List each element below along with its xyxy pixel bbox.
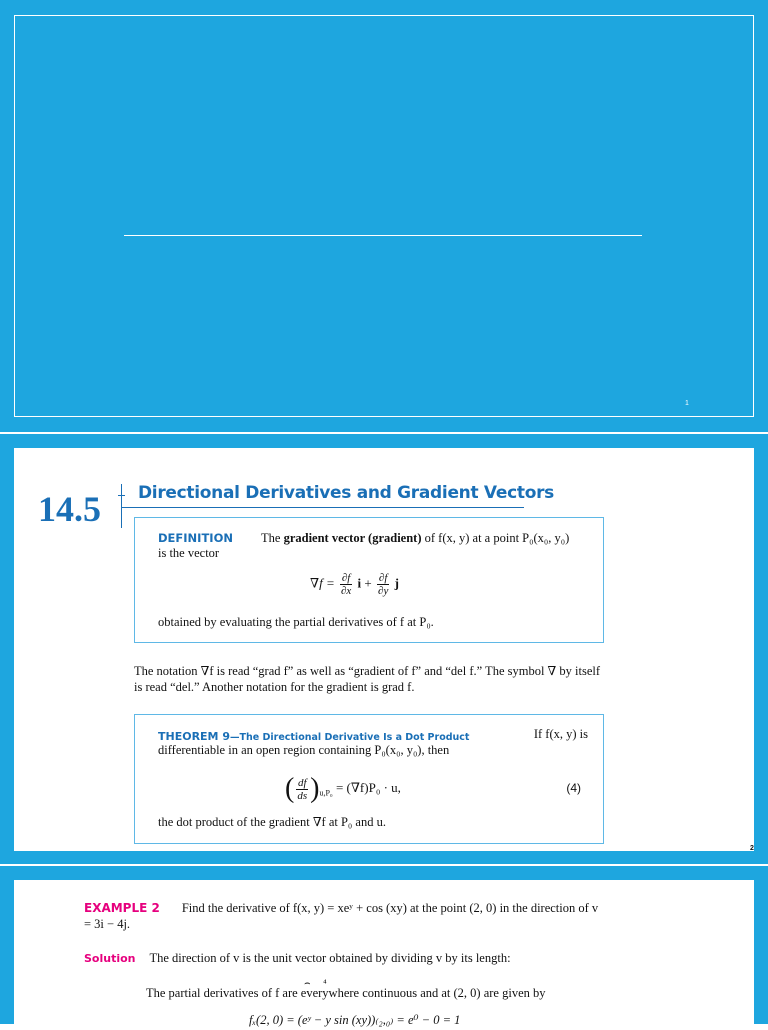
slide-content <box>14 880 754 1030</box>
fraction-df-dx <box>340 572 352 597</box>
page-number: 2 <box>750 845 754 852</box>
theorem-formula <box>285 773 401 805</box>
theorem-label: THEOREM 9 <box>158 730 230 743</box>
unit-vector-j: j <box>394 575 399 591</box>
example-label: EXAMPLE 2 <box>84 901 160 915</box>
theorem-box <box>134 714 604 844</box>
frac-numerator: df <box>297 776 307 789</box>
section-title-underline <box>122 507 524 508</box>
formula-rhs: = (∇f)P₀ · u, <box>335 779 401 795</box>
solution-line <box>84 950 511 967</box>
theorem-footer: the dot product of the gradient ∇f at P₀ and u. <box>158 815 386 829</box>
fraction-df-ds <box>296 777 308 802</box>
gradient-formula <box>310 572 399 597</box>
section-title: Directional Derivatives and Gradient Vectors <box>138 483 554 503</box>
frac-numerator: ∂f <box>378 572 388 584</box>
slide-content <box>14 448 754 851</box>
fraction-df-dy <box>377 572 389 597</box>
slide-1 <box>0 0 768 432</box>
solution-text: The direction of v is the unit vector obtained by dividing v by its length: <box>149 951 511 965</box>
definition-footer: obtained by evaluating the partial derivatives of f at P₀. <box>158 615 434 629</box>
equation-number: (4) <box>566 781 581 795</box>
left-paren: ( <box>285 773 295 804</box>
definition-text-post: of f(x, y) at a point P₀(x₀, y₀) <box>421 531 570 545</box>
example-heading <box>84 900 604 932</box>
page-number: 1 <box>685 400 689 407</box>
definition-term: gradient vector (gradient) <box>283 531 422 545</box>
definition-label: DEFINITION <box>158 531 233 545</box>
frac-numerator: ∂f <box>341 572 351 584</box>
title-rule <box>124 235 642 236</box>
definition-text-pre: The <box>261 531 284 545</box>
frac-denominator: ∂x <box>340 585 352 597</box>
cropped-equation-fragment: ⌢ ⁴ <box>304 978 327 989</box>
right-paren: ) <box>310 773 320 804</box>
theorem-line2: differentiable in an open region containing P₀(x₀, y₀), then <box>158 743 450 757</box>
slide-frame <box>14 15 754 417</box>
definition-line2: is the vector <box>158 546 220 560</box>
notation-paragraph: The notation ∇f is read “grad f” as well as “gradient of f” and “del f.” The symbol ∇ by itself is read “del.” Another notation for the gradient is grad f. <box>134 664 601 694</box>
definition-heading <box>158 530 569 546</box>
slide-3 <box>0 866 768 1027</box>
section-rule-vertical <box>121 484 122 528</box>
section-number: 14.5 <box>38 489 101 529</box>
definition-box <box>134 517 604 643</box>
section-rule-tick <box>118 495 125 496</box>
plus-sign: + <box>364 575 372 591</box>
formula-subscript: u,P₀ <box>319 788 333 798</box>
example-text: Find the derivative of f(x, y) = xeʸ + cos (xy) at the point (2, 0) in the direction of v = 3i − 4j. <box>84 901 599 931</box>
unit-vector-i: i <box>357 575 362 591</box>
fx-equation: fₓ(2, 0) = (eʸ − y sin (xy))₍₂,₀₎ = e⁰ − 0 = 1 <box>249 1013 461 1027</box>
partial-derivatives-text: The partial derivatives of f are everywhere continuous and at (2, 0) are given by <box>146 986 546 1000</box>
slide-2 <box>0 434 768 864</box>
theorem-subtitle: —The Directional Derivative Is a Dot Product <box>230 732 470 743</box>
theorem-condition: If f(x, y) is <box>533 727 588 741</box>
solution-label: Solution <box>84 952 136 965</box>
frac-denominator: ds <box>297 789 308 802</box>
formula-lhs: ∇f = <box>310 575 335 591</box>
frac-denominator: ∂y <box>378 585 389 597</box>
